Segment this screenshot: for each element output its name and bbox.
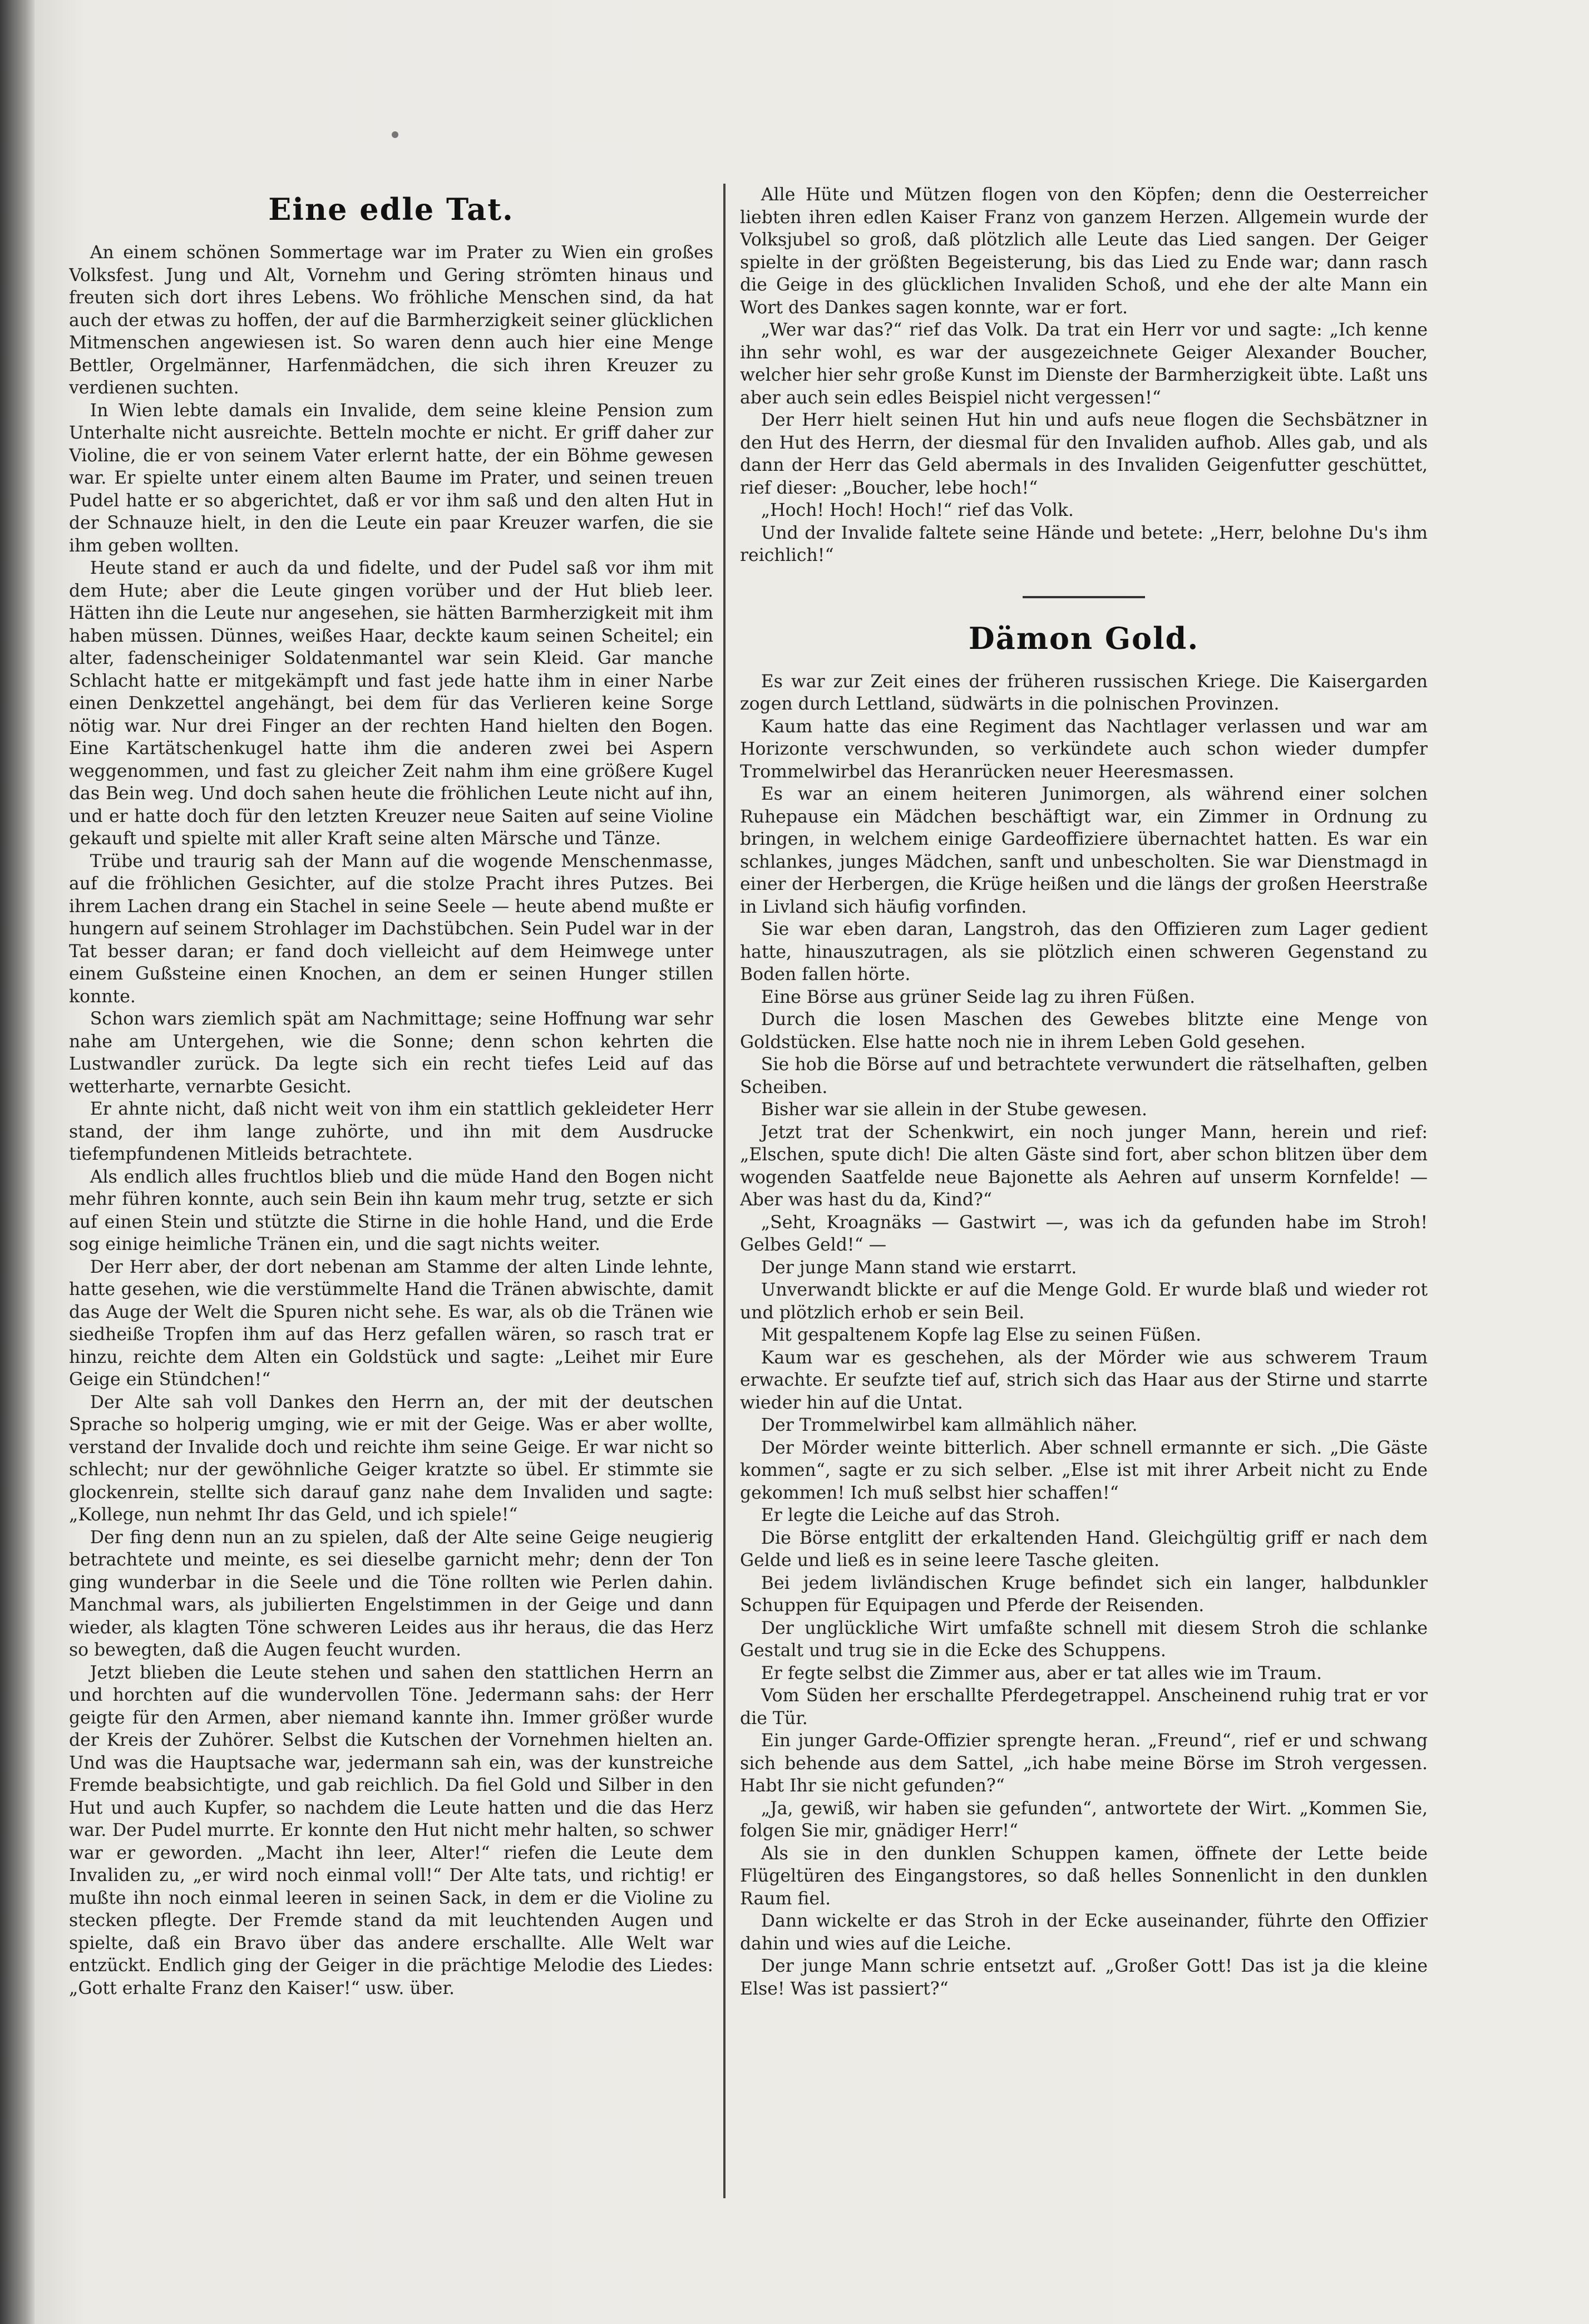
story2-paragraph: Bei jedem livländischen Kruge befindet sich ein langer, halbdunkler Schuppen für Equipagen und Pferde der Reisenden. [740, 1573, 1428, 1616]
story1-paragraph: Der Herr hielt seinen Hut hin und aufs neue flogen die Sechsbätzner in den Hut des Herrn, der diesmal für den Invaliden aufhob. Alles gab, und als dann der Herr das Geld abermals in des Invaliden Geigenfutter geschüttet, rief dieser: „Boucher, lebe hoch!“ [740, 410, 1428, 498]
story2-paragraph: Er legte die Leiche auf das Stroh. [761, 1505, 1060, 1525]
story1-paragraph: Der Herr aber, der dort nebenan am Stamme der alten Linde lehnte, hatte gesehen, wie die verstümmelte Hand die Tränen abwischte, damit das Auge der Welt die Spuren nicht sehe. Es war, als ob die Tränen wie siedheiße Tropfen ihm auf das Herz gefallen wären, so rasch trat er hinzu, reichte dem Alten ein Goldstück und sagte: „Leihet mir Eure Geige ein Stündchen!“ [69, 1257, 713, 1390]
story2-paragraph: Der Mörder weinte bitterlich. Aber schnell ermannte er sich. „Die Gäste kommen“, sagte er zu sich selber. „Else ist mit ihrer Arbeit nicht zu Ende gekommen! Ich muß selbst hier schaffen!“ [740, 1437, 1428, 1503]
story2-title: Dämon Gold. [968, 620, 1200, 656]
story2-paragraph: Sie war eben daran, Langstroh, das den Offizieren zum Lager gedient hatte, hinauszutragen, als sie plötzlich einen schweren Gegenstand zu Boden fallen hörte. [740, 919, 1428, 984]
right-column [740, 184, 1428, 2291]
book-binding [0, 0, 34, 2324]
story2-paragraph: Als sie in den dunklen Schuppen kamen, öffnete der Lette beide Flügeltüren des Eingangstores, so daß helles Sonnenlicht in den dunklen Raum fiel. [740, 1843, 1428, 1909]
story2-paragraph: Eine Börse aus grüner Seide lag zu ihren Füßen. [761, 987, 1196, 1007]
story1-paragraph: An einem schönen Sommertage war im Prater zu Wien ein großes Volksfest. Jung und Alt, Vornehm und Gering strömten hinaus und freuten sich dort ihres Lebens. Wo fröhliche Menschen sind, da hat auch der etwas zu hoffen, der auf die Barmherzigkeit seiner glücklichen Mitmenschen angewiesen ist. So waren denn auch hier eine Menge Bettler, Orgelmänner, Harfenmädchen, die sich ihren Kreuzer zu verdienen suchten. [69, 243, 713, 398]
story2-paragraph: Mit gespaltenem Kopfe lag Else zu seinen Füßen. [761, 1325, 1202, 1345]
story2-paragraph: Der unglückliche Wirt umfaßte schnell mit diesem Stroh die schlanke Gestalt und trug sie in die Ecke des Schuppens. [740, 1618, 1428, 1661]
story1-paragraph: „Hoch! Hoch! Hoch!“ rief das Volk. [761, 500, 1074, 520]
story2-paragraph: Es war zur Zeit eines der früheren russischen Kriege. Die Kaisergarden zogen durch Lettland, südwärts in die polnischen Provinzen. [740, 671, 1428, 714]
story1-paragraph: Trübe und traurig sah der Mann auf die wogende Menschenmasse, auf die fröhlichen Gesichter, auf die stolze Pracht ihres Putzes. Bei ihrem Lachen drang ein Stachel in seine Seele — heute abend mußte er hungern auf seinem Strohlager im Dachstübchen. Sein Pudel war in der Tat besser daran; er fand doch vielleicht auf dem Heimwege unter einem Gußsteine einen Knochen, an dem er seinen Hunger stillen konnte. [69, 851, 713, 1007]
story1-paragraph: Jetzt blieben die Leute stehen und sahen den stattlichen Herrn an und horchten auf die wundervollen Töne. Jedermann sahs: der Herr geigte für den Armen, aber niemand kannte ihn. Immer größer wurde der Kreis der Zuhörer. Selbst die Kutschen der Vornehmen hielten an. Und was die Hauptsache war, jedermann sah ein, was der kunstreiche Fremde beabsichtigte, und gab reichlich. Da fiel Gold und Silber in den Hut und auch Kupfer, so nachdem die Leute hatten und die das Herz war. Der Pudel murrte. Er konnte den Hut nicht mehr halten, so schwer war er geworden. „Macht ihn leer, Alter!“ riefen die Leute dem Invaliden zu, „er wird noch einmal voll!“ Der Alte tats, und richtig! er mußte ihn noch einmal leeren in seinen Sack, in dem er die Violine zu stecken pflegte. Der Fremde stand da mit leuchtenden Augen und spielte, daß ein Bravo über das andere erschallte. Alle Welt war entzückt. Endlich ging der Geiger in die prächtige Melodie des Liedes: „Gott erhalte Franz den Kaiser!“ usw. über. [69, 1662, 713, 1998]
story-separator [1023, 596, 1145, 598]
story2-paragraph: Dann wickelte er das Stroh in der Ecke auseinander, führte den Offizier dahin und wies auf die Leiche. [740, 1911, 1428, 1954]
left-column [69, 184, 713, 2291]
newspaper-page [34, 0, 1589, 2324]
story2-paragraph: Der junge Mann stand wie erstarrt. [761, 1257, 1077, 1278]
story1-paragraph: „Wer war das?“ rief das Volk. Da trat ein Herr vor und sagte: „Ich kenne ihn sehr wohl, es war der ausgezeichnete Geiger Alexander Boucher, welcher hier sehr große Kunst im Dienste der Barmherzigkeit übte. Laßt uns aber auch sein edles Beispiel nicht vergessen!“ [740, 320, 1428, 408]
story1-paragraph: Alle Hüte und Mützen flogen von den Köpfen; denn die Oesterreicher liebten ihren edlen Kaiser Franz von ganzem Herzen. Allgemein wurde der Volksjubel so groß, daß plötzlich alle Leute das Lied sangen. Der Geiger spielte in der größten Begeisterung, bis das Lied zu Ende war; dann rasch die Geige in des glücklichen Invaliden Schoß, und ehe der alte Mann ein Wort des Dankes sagen konnte, war er fort. [740, 185, 1428, 318]
story1-paragraph: Als endlich alles fruchtlos blieb und die müde Hand den Bogen nicht mehr führen konnte, auch sein Bein ihn kaum mehr trug, setzte er sich auf einen Stein und stützte die Stirne in die hohle Hand, und die Erde sog einige heimliche Tränen ein, und die sagt nichts weiter. [69, 1166, 713, 1254]
story2-paragraph: Der Trommelwirbel kam allmählich näher. [761, 1415, 1138, 1435]
story2-paragraph: „Ja, gewiß, wir haben sie gefunden“, antwortete der Wirt. „Kommen Sie, folgen Sie mir, gnädiger Herr!“ [740, 1798, 1428, 1841]
story1-paragraph: Schon wars ziemlich spät am Nachmittage; seine Hoffnung war sehr nahe am Untergehen, wie die Sonne; denn schon kehrten die Lustwandler zurück. Da legte sich ein recht tiefes Leid auf das wetterharte, vernarbte Gesicht. [69, 1009, 713, 1097]
story1-title: Eine edle Tat. [268, 191, 514, 227]
story1-paragraph: Der Alte sah voll Dankes den Herrn an, der mit der deutschen Sprache so holperig umging, wie er mit der Geige. Was er aber wollte, verstand der Invalide doch und reichte ihm seine Geige. Er war nicht so schlecht; nur der gewöhnliche Geiger kratzte so übel. Er stimmte sie glockenrein, stellte sich darauf ganz nahe dem Invaliden und sagte: „Kollege, nun nehmt Ihr das Geld, und ich spiele!“ [69, 1392, 713, 1525]
story1-paragraph: Heute stand er auch da und fidelte, und der Pudel saß vor ihm mit dem Hute; aber die Leute gingen vorüber und der Hut blieb leer. Hätten ihn die Leute nur angesehen, sie hätten Barmherzigkeit mit ihm haben müssen. Dünnes, weißes Haar, deckte kaum seinen Scheitel; ein alter, fadenscheiniger Soldatenmantel war sein Kleid. Gar manche Schlacht hatte er mitgekämpft und fast jede hatte ihm in einer Narbe einen Denkzettel angehängt, bei dem für das Verlieren keine Sorge nötig war. Nur drei Finger an der rechten Hand hielten den Bogen. Eine Kartätschenkugel hatte ihm die anderen zwei bei Aspern weggenommen, und fast zu gleicher Zeit nahm ihm eine größere Kugel das Bein weg. Und doch sahen heute die fröhlichen Leute nicht auf ihn, und er hatte doch für den letzten Kreuzer neue Saiten auf seine Violine gekauft und spielte mit aller Kraft seine alten Märsche und Tänze. [69, 558, 713, 849]
story2-paragraph: Sie hob die Börse auf und betrachtete verwundert die rätselhaften, gelben Scheiben. [740, 1055, 1428, 1097]
column-divider [723, 184, 726, 2198]
story2-paragraph: Ein junger Garde-Offizier sprengte heran. „Freund“, rief er und schwang sich behende aus dem Sattel, „ich habe meine Börse im Stroh vergessen. Habt Ihr sie nicht gefunden?“ [740, 1731, 1428, 1796]
story1-paragraph: Er ahnte nicht, daß nicht weit von ihm ein stattlich gekleideter Herr stand, der ihm lange zuhörte, und ihn mit dem Ausdrucke tiefempfundenen Mitleids betrachtete. [69, 1099, 713, 1164]
story1-paragraph: Und der Invalide faltete seine Hände und betete: „Herr, belohne Du's ihm reichlich!“ [740, 523, 1428, 565]
story2-paragraph: Durch die losen Maschen des Gewebes blitzte eine Menge von Goldstücken. Else hatte noch nie in ihrem Leben Gold gesehen. [740, 1010, 1428, 1052]
story2-paragraph: Kaum war es geschehen, als der Mörder wie aus schwerem Traum erwachte. Er seufzte tief auf, strich sich das Haar aus der Stirne und starrte wieder hin auf die Untat. [740, 1347, 1428, 1413]
story2-paragraph: Unverwandt blickte er auf die Menge Gold. Er wurde blaß und wieder rot und plötzlich erhob er sein Beil. [740, 1280, 1428, 1323]
story1-paragraph: Der fing denn nun an zu spielen, daß der Alte seine Geige neugierig betrachtete und meinte, es sei dieselbe garnicht mehr; denn der Ton ging wunderbar in die Seele und die Töne rollten wie Perlen dahin. Manchmal wars, als jubilierten Engelstimmen in der Geige und dann wieder, als klagten Töne schweren Leides aus ihr heraus, die das Herz so bewegten, daß die Augen feucht wurden. [69, 1527, 713, 1660]
story2-paragraph: Jetzt trat der Schenkwirt, ein noch junger Mann, herein und rief: „Elschen, spute dich! Die alten Gäste sind fort, aber schon blitzen über dem wogenden Saatfelde neue Bajonette als Aehren auf unserm Kornfelde! — Aber was hast du da, Kind?“ [740, 1122, 1428, 1210]
story2-paragraph: Die Börse entglitt der erkaltenden Hand. Gleichgültig griff er nach dem Gelde und ließ es in seine leere Tasche gleiten. [740, 1528, 1428, 1570]
story2-paragraph: Der junge Mann schrie entsetzt auf. „Großer Gott! Das ist ja die kleine Else! Was ist passiert?“ [740, 1956, 1428, 1999]
story2-paragraph: Kaum hatte das eine Regiment das Nachtlager verlassen und war am Horizonte verschwunden, so verkündete auch schon wieder dumpfer Trommelwirbel das Heranrücken neuer Heeresmassen. [740, 716, 1428, 782]
story2-paragraph: Vom Süden her erschallte Pferdegetrappel. Anscheinend ruhig trat er vor die Tür. [740, 1686, 1428, 1729]
story2-paragraph: Es war an einem heiteren Junimorgen, als während einer solchen Ruhepause ein Mädchen beschäftigt war, ein Zimmer in Ordnung zu bringen, in welchem einige Gardeoffiziere übernachtet hatten. Es war ein schlankes, junges Mädchen, sanft und unbescholten. Sie war Dienstmagd in einer der Herbergen, die Krüge heißen und die längs der großen Heerstraße in Livland sich häufig vorfinden. [740, 784, 1428, 917]
story2-paragraph: „Seht, Kroagnäks — Gastwirt —, was ich da gefunden habe im Stroh! Gelbes Geld!“ — [740, 1212, 1428, 1255]
story2-paragraph: Bisher war sie allein in der Stube gewesen. [761, 1100, 1147, 1120]
story1-paragraph: In Wien lebte damals ein Invalide, dem seine kleine Pension zum Unterhalte nicht ausreichte. Betteln mochte er nicht. Er griff daher zur Violine, die er von seinem Vater erlernt hatte, der ein Böhme gewesen war. Er spielte unter einem alten Baume im Prater, und seinen treuen Pudel hatte er so abgerichtet, daß er vor ihm saß und den alten Hut in der Schnauze hielt, in den die Leute ein paar Kreuzer warfen, die sie ihm geben wollten. [69, 400, 713, 556]
story2-paragraph: Er fegte selbst die Zimmer aus, aber er tat alles wie im Traum. [761, 1663, 1322, 1683]
ink-dot [392, 131, 398, 138]
